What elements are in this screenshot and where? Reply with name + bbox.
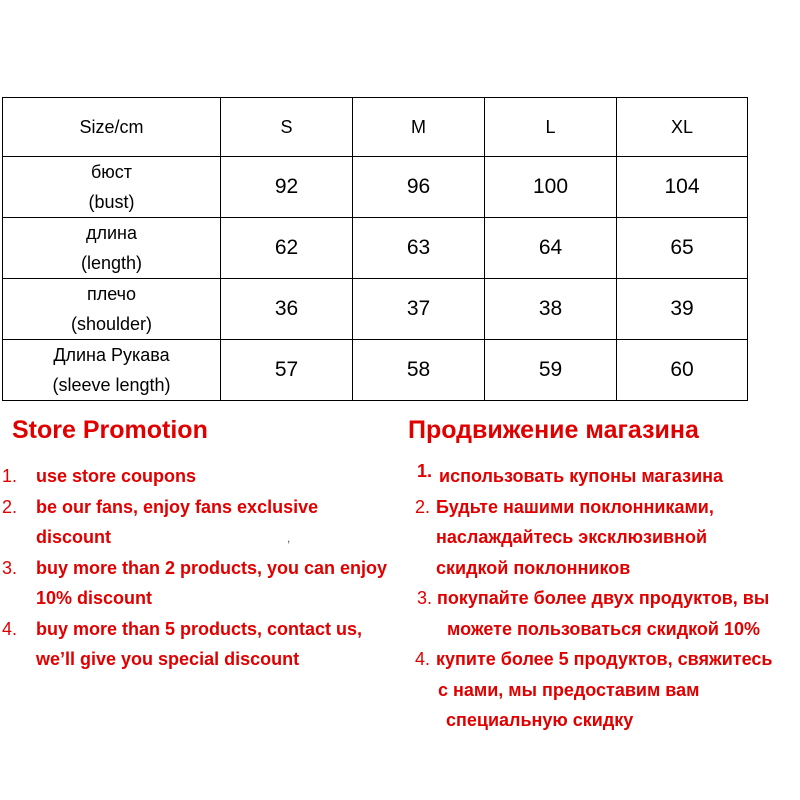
item-text: Будьте нашими поклонниками, [436, 496, 714, 517]
list-item [0, 614, 400, 675]
item-text: наслаждайтесь эксклюзивной [436, 527, 708, 547]
table-row [3, 340, 748, 401]
header-size-m: M [353, 98, 485, 157]
item-text: можете пользоваться скидкой 10% [447, 618, 760, 639]
row-label-ru: Длина Рукава [53, 345, 170, 365]
table-cell: 104 [617, 157, 748, 218]
list-item [0, 553, 400, 614]
item-text: 10% discount [36, 588, 153, 608]
list-item [0, 492, 400, 553]
row-label [3, 279, 221, 340]
item-number: 4. [415, 649, 431, 669]
item-text: discount [36, 527, 111, 547]
item-text: покупайте более двух продуктов, вы [437, 588, 770, 608]
item-text: с нами, мы предоставим вам [438, 679, 700, 700]
table-cell: 63 [353, 218, 485, 279]
table-cell: 57 [221, 340, 353, 401]
item-text: buy more than 2 products, you can enjoy [36, 557, 388, 578]
item-number: 2. [415, 496, 431, 517]
item-text: купите более 5 продуктов, свяжитесь [436, 649, 773, 669]
row-label-en: (sleeve length) [52, 375, 171, 395]
size-chart-table [2, 97, 748, 401]
row-label [3, 340, 221, 401]
item-text: buy more than 5 products, contact us, [36, 618, 363, 639]
table-cell: 58 [353, 340, 485, 401]
item-number: 1. [417, 461, 433, 481]
row-label-en: (shoulder) [70, 314, 153, 334]
header-size-cm: Size/cm [3, 98, 221, 157]
item-text: we’ll give you special discount [36, 649, 300, 669]
header-size-xl: XL [617, 98, 748, 157]
row-label [3, 157, 221, 218]
table-cell: 60 [617, 340, 748, 401]
row-label-ru: бюст [90, 162, 133, 182]
item-text: use store coupons [36, 466, 197, 486]
stray-comma: , [287, 531, 291, 545]
item-number: 2. [2, 496, 18, 517]
item-number: 1. [2, 466, 18, 486]
table-cell: 64 [485, 218, 617, 279]
table-row [3, 279, 748, 340]
item-number: 3. [417, 588, 433, 608]
table-cell: 37 [353, 279, 485, 340]
row-label-en: (bust) [88, 192, 135, 212]
table-row [3, 218, 748, 279]
promo-title-en: Store Promotion [12, 416, 208, 444]
item-text: be our fans, enjoy fans exclusive [36, 496, 319, 517]
header-size-s: S [221, 98, 353, 157]
item-number: 4. [2, 618, 18, 639]
table-cell: 36 [221, 279, 353, 340]
promo-list-en [0, 461, 400, 675]
table-header-row [3, 98, 748, 157]
item-text: скидкой поклонников [436, 557, 631, 578]
item-text: использовать купоны магазина [439, 466, 724, 486]
list-item [0, 461, 400, 492]
item-number: 3. [2, 557, 18, 578]
table-cell: 39 [617, 279, 748, 340]
row-label-ru: длина [85, 223, 137, 243]
table-cell: 96 [353, 157, 485, 218]
table-cell: 38 [485, 279, 617, 340]
promo-title-ru: Продвижение магазина [408, 416, 699, 444]
row-label [3, 218, 221, 279]
table-cell: 100 [485, 157, 617, 218]
table-cell: 92 [221, 157, 353, 218]
item-text: специальную скидку [446, 710, 634, 730]
table-cell: 59 [485, 340, 617, 401]
table-row [3, 157, 748, 218]
header-size-l: L [485, 98, 617, 157]
row-label-ru: плечо [86, 284, 137, 304]
table-cell: 62 [221, 218, 353, 279]
table-cell: 65 [617, 218, 748, 279]
row-label-en: (length) [80, 253, 143, 273]
